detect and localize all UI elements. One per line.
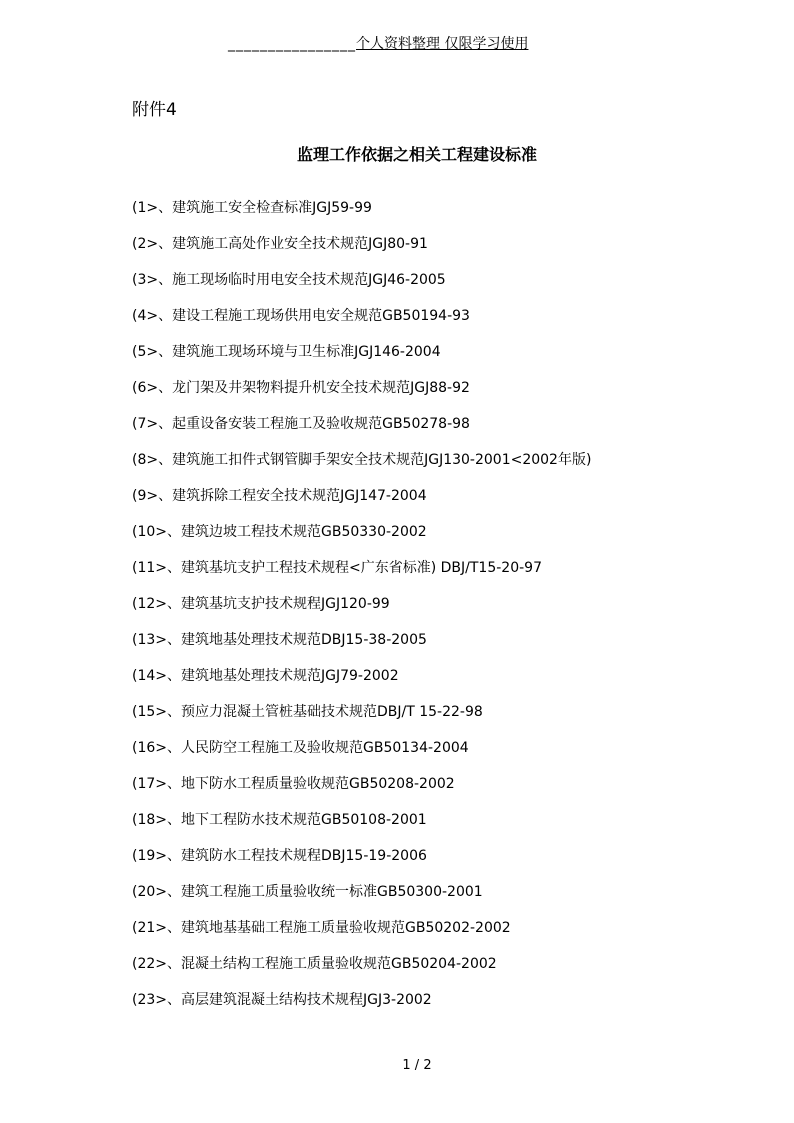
list-item: (20>、建筑工程施工质量验收统一标准GB50300-2001 — [132, 884, 483, 900]
header-text: 个人资料整理 仅限学习使用 — [356, 36, 529, 52]
list-item: (19>、建筑防水工程技术规程DBJ15-19-2006 — [132, 848, 427, 864]
list-item: (3>、施工现场临时用电安全技术规范JGJ46-2005 — [132, 272, 446, 288]
list-item: (13>、建筑地基处理技术规范DBJ15-38-2005 — [132, 632, 427, 648]
list-item: (23>、高层建筑混凝土结构技术规程JGJ3-2002 — [132, 992, 432, 1008]
list-item: (12>、建筑基坑支护技术规程JGJ120-99 — [132, 596, 390, 612]
list-item: (9>、建筑拆除工程安全技术规范JGJ147-2004 — [132, 488, 427, 504]
list-item: (18>、地下工程防水技术规范GB50108-2001 — [132, 812, 427, 828]
list-item: (7>、起重设备安装工程施工及验收规范GB50278-98 — [132, 416, 470, 432]
list-item: (4>、建设工程施工现场供用电安全规范GB50194-93 — [132, 308, 470, 324]
list-item: (17>、地下防水工程质量验收规范GB50208-2002 — [132, 776, 455, 792]
header-dashes: ________________ — [228, 36, 356, 52]
page-number: 1 / 2 — [402, 1058, 432, 1073]
list-item: (6>、龙门架及井架物料提升机安全技术规范JGJ88-92 — [132, 380, 470, 396]
standards-list — [132, 198, 752, 1026]
list-item: (16>、人民防空工程施工及验收规范GB50134-2004 — [132, 740, 469, 756]
list-item: (14>、建筑地基处理技术规范JGJ79-2002 — [132, 668, 399, 684]
list-item: (10>、建筑边坡工程技术规范GB50330-2002 — [132, 524, 427, 540]
list-item: (22>、混凝土结构工程施工质量验收规范GB50204-2002 — [132, 956, 497, 972]
list-item: (15>、预应力混凝土管桩基础技术规范DBJ/T 15-22-98 — [132, 704, 483, 720]
page-header — [228, 34, 608, 54]
attachment-label: 附件4 — [132, 100, 177, 120]
list-item: (21>、建筑地基基础工程施工质量验收规范GB50202-2002 — [132, 920, 511, 936]
document-title: 监理工作依据之相关工程建设标准 — [296, 145, 537, 164]
list-item: (5>、建筑施工现场环境与卫生标准JGJ146-2004 — [132, 344, 441, 360]
list-item: (1>、建筑施工安全检查标准JGJ59-99 — [132, 200, 372, 216]
list-item: (8>、建筑施工扣件式钢管脚手架安全技术规范JGJ130-2001<2002年版) — [132, 452, 592, 468]
list-item: (2>、建筑施工高处作业安全技术规范JGJ80-91 — [132, 236, 428, 252]
list-item: (11>、建筑基坑支护工程技术规程<广东省标准) DBJ/T15-20-97 — [132, 560, 542, 576]
